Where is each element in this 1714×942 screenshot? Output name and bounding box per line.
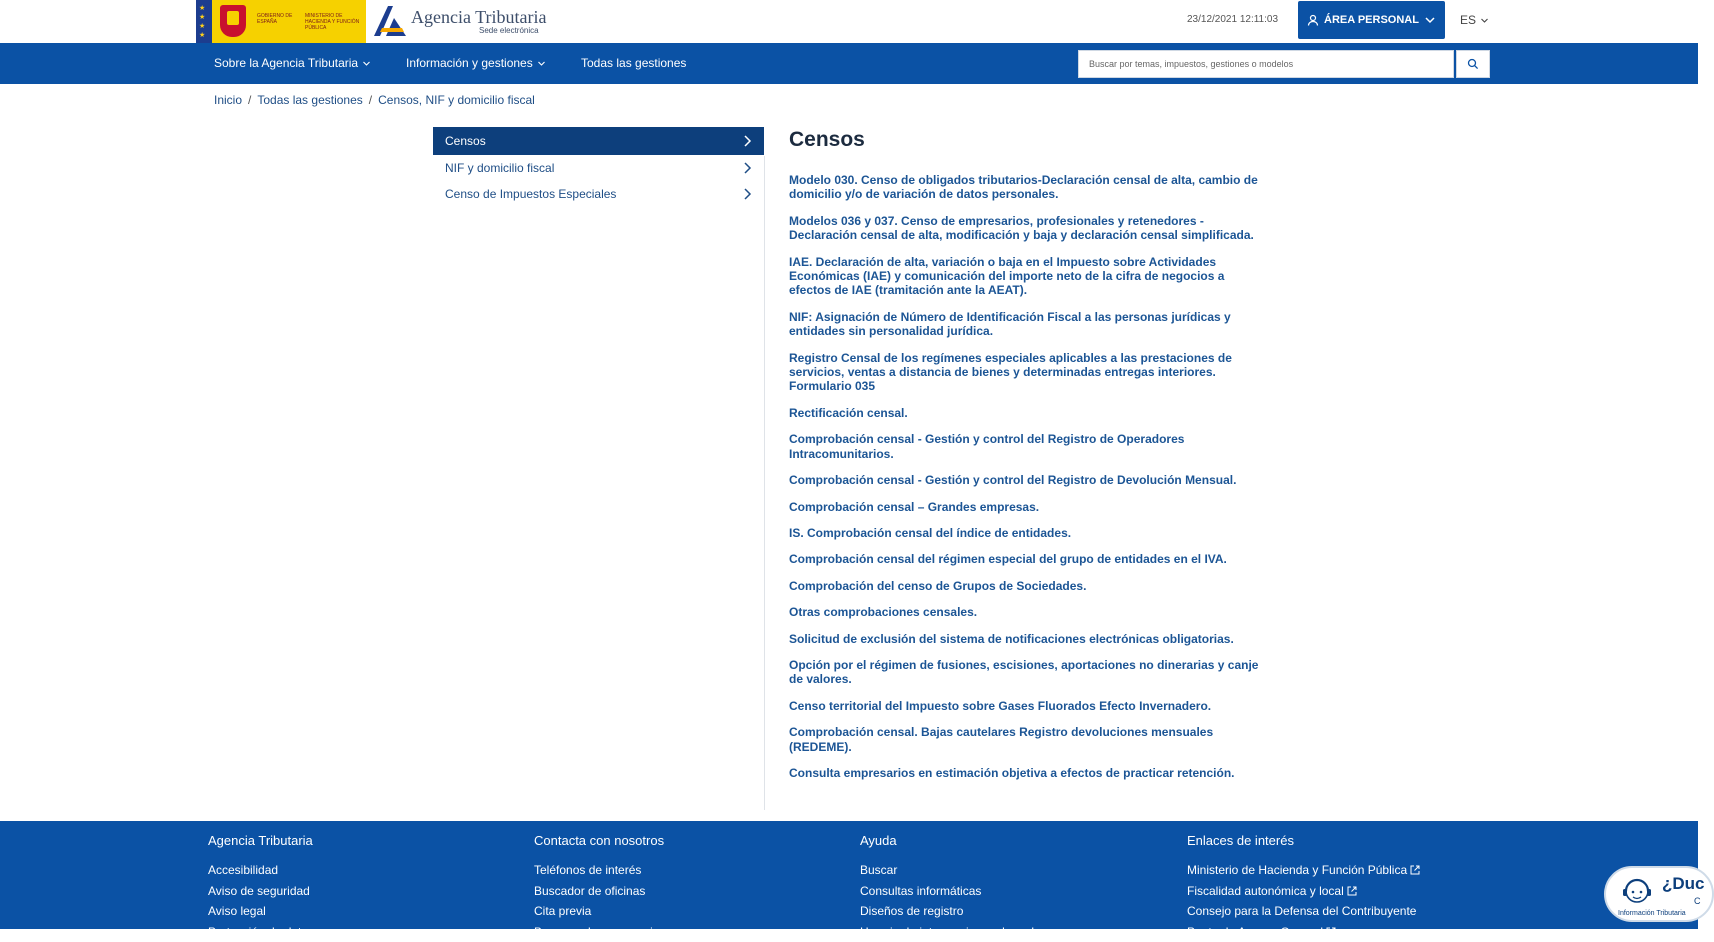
session-datetime: 23/12/2021 12:11:03 [1187, 14, 1278, 25]
site-header [0, 0, 1698, 43]
nav-item-label: Todas las gestiones [581, 56, 686, 70]
footer-link[interactable]: Consultas informáticas [860, 881, 1041, 902]
chevron-right-icon [742, 135, 752, 147]
site-name[interactable]: Agencia Tributaria [411, 7, 546, 28]
language-selector[interactable] [1460, 13, 1489, 27]
procedure-link[interactable]: Otras comprobaciones censales. [789, 605, 1265, 619]
page-title: Censos [789, 128, 1265, 152]
breadcrumb-separator: / [369, 93, 372, 107]
footer-column-title: Agencia Tributaria [208, 833, 314, 848]
gov-label: GOBIERNO DE ESPAÑA [257, 13, 297, 25]
procedure-link[interactable]: Comprobación censal del régimen especial del grupo de entidades en el IVA. [789, 552, 1265, 566]
footer-link[interactable]: Buscador de oficinas [534, 881, 665, 902]
agencia-tributaria-logo-icon[interactable] [372, 4, 408, 38]
footer-link[interactable]: Accesibilidad [208, 860, 314, 881]
footer-link-label: Punto de Acceso General [1187, 925, 1323, 939]
procedure-link[interactable]: NIF: Asignación de Número de Identificación Fiscal a las personas jurídicas y entidades sin personalidad jurídica. [789, 310, 1265, 339]
footer-link-label: Fiscalidad autonómica y local [1187, 884, 1344, 898]
coat-of-arms-icon [220, 5, 246, 37]
area-personal-button[interactable] [1298, 1, 1445, 39]
footer-link[interactable]: Aviso de seguridad [208, 881, 314, 902]
assistant-icon [1620, 876, 1654, 910]
nav-item-informacion[interactable] [406, 56, 546, 70]
search-button[interactable] [1456, 50, 1490, 78]
footer-link[interactable]: Cita previa [534, 901, 665, 922]
footer-link-label: Ministerio de Hacienda y Función Pública [1187, 863, 1407, 877]
ministry-label: MINISTERIO DE HACIENDA Y FUNCIÓN PÚBLICA [305, 13, 365, 31]
footer-link-fiscalidad[interactable] [1187, 881, 1420, 902]
footer-link[interactable]: Teléfonos de interés [534, 860, 665, 881]
footer-link[interactable]: Protección de datos [208, 922, 314, 942]
procedure-link[interactable]: IS. Comprobación censal del índice de entidades. [789, 526, 1265, 540]
search-input[interactable] [1079, 51, 1419, 77]
footer-column-contacta [534, 833, 665, 942]
procedure-link[interactable]: IAE. Declaración de alta, variación o baja en el Impuesto sobre Actividades Económicas (IAE) y comunicación del importe neto de la cifra de negocios a efectos de IAE (tramitación ante la AEAT). [789, 255, 1265, 298]
site-subtitle: Sede electrónica [479, 26, 539, 35]
procedure-link[interactable]: Opción por el régimen de fusiones, escisiones, aportaciones no dinerarias y canje de valores. [789, 658, 1265, 687]
user-icon [1307, 14, 1319, 26]
footer-column-title: Contacta con nosotros [534, 833, 665, 848]
procedure-link[interactable]: Modelo 030. Censo de obligados tributarios-Declaración censal de alta, cambio de domicilio y/o de variación de datos personales. [789, 173, 1265, 202]
footer-column-ayuda [860, 833, 1041, 942]
footer-link[interactable]: Buscar [860, 860, 1041, 881]
footer-column-agencia [208, 833, 314, 942]
nav-item-todas-gestiones[interactable] [581, 56, 686, 70]
sidebar-item-label: Censo de Impuestos Especiales [445, 187, 616, 201]
procedure-list [789, 173, 1265, 780]
external-link-icon [1326, 927, 1336, 937]
procedure-link[interactable]: Comprobación censal - Gestión y control del Registro de Devolución Mensual. [789, 473, 1265, 487]
footer-column-enlaces [1187, 833, 1420, 942]
footer-link-punto-acceso[interactable] [1187, 922, 1420, 942]
help-letter: C [1694, 896, 1701, 906]
breadcrumb-todas-gestiones[interactable]: Todas las gestiones [257, 93, 362, 107]
procedure-link[interactable]: Comprobación censal - Gestión y control del Registro de Operadores Intracomunitarios. [789, 432, 1265, 461]
help-chat-badge[interactable] [1604, 866, 1714, 922]
government-logo[interactable] [212, 0, 366, 43]
sidebar-item-nif[interactable] [433, 155, 764, 181]
procedure-link[interactable]: Solicitud de exclusión del sistema de notificaciones electrónicas obligatorias. [789, 632, 1265, 646]
area-personal-label: ÁREA PERSONAL [1324, 14, 1419, 26]
procedure-link[interactable]: Registro Censal de los regímenes especiales aplicables a las prestaciones de servicios, ventas a distancia de bienes y determinadas entregas interiores. Formulario 035 [789, 351, 1265, 394]
chevron-right-icon [742, 188, 752, 200]
footer-column-title: Ayuda [860, 833, 1041, 848]
external-link-icon [1347, 886, 1357, 896]
procedure-link[interactable]: Consulta empresarios en estimación objetiva a efectos de practicar retención. [789, 766, 1265, 780]
sidebar-item-impuestos-especiales[interactable] [433, 181, 764, 207]
help-label: Información Tributaria [1618, 910, 1686, 917]
nav-item-label: Información y gestiones [406, 56, 533, 70]
eu-flag-strip: ★ ★ ★ ★ [196, 0, 212, 43]
procedure-link[interactable]: Comprobación censal – Grandes empresas. [789, 500, 1265, 514]
chevron-right-icon [742, 162, 752, 174]
procedure-link[interactable]: Comprobación censal. Bajas cautelares Registro devoluciones mensuales (REDEME). [789, 725, 1265, 754]
chevron-down-icon [537, 59, 546, 68]
search-box [1078, 50, 1454, 78]
chevron-down-icon [1480, 16, 1489, 25]
breadcrumb-inicio[interactable]: Inicio [214, 93, 242, 107]
nav-item-sobre[interactable] [214, 56, 371, 70]
breadcrumb-current[interactable]: Censos, NIF y domicilio fiscal [378, 93, 535, 107]
chevron-down-icon [1424, 14, 1436, 26]
footer-link[interactable]: Horario de interrupciones de sede [860, 922, 1041, 942]
breadcrumb [214, 93, 535, 107]
sidebar-menu [433, 127, 764, 207]
search-icon [1467, 58, 1479, 70]
footer-link-consejo[interactable] [1187, 901, 1420, 922]
procedure-link[interactable]: Modelos 036 y 037. Censo de empresarios, profesionales y retenedores - Declaración censal de alta, modificación y baja y declaración censal simplificada. [789, 214, 1265, 243]
site-footer [0, 821, 1698, 929]
sidebar-item-label: NIF y domicilio fiscal [445, 161, 554, 175]
footer-column-title: Enlaces de interés [1187, 833, 1420, 848]
language-label: ES [1460, 13, 1476, 27]
main-content [789, 128, 1265, 792]
footer-link[interactable]: Aviso legal [208, 901, 314, 922]
breadcrumb-separator: / [248, 93, 251, 107]
external-link-icon [1410, 865, 1420, 875]
footer-link[interactable]: Buzones de sugerencias [534, 922, 665, 942]
sidebar-divider [764, 156, 765, 810]
nav-item-label: Sobre la Agencia Tributaria [214, 56, 358, 70]
footer-link-ministerio[interactable] [1187, 860, 1420, 881]
sidebar-item-label: Censos [445, 134, 486, 148]
footer-link-label: Consejo para la Defensa del Contribuyente [1187, 904, 1416, 918]
procedure-link[interactable]: Rectificación censal. [789, 406, 1265, 420]
procedure-link[interactable]: Censo territorial del Impuesto sobre Gases Fluorados Efecto Invernadero. [789, 699, 1265, 713]
footer-link[interactable]: Diseños de registro [860, 901, 1041, 922]
chevron-down-icon [362, 59, 371, 68]
sidebar-item-censos[interactable] [433, 127, 764, 155]
help-question: ¿Duc [1662, 874, 1705, 894]
procedure-link[interactable]: Comprobación del censo de Grupos de Sociedades. [789, 579, 1265, 593]
